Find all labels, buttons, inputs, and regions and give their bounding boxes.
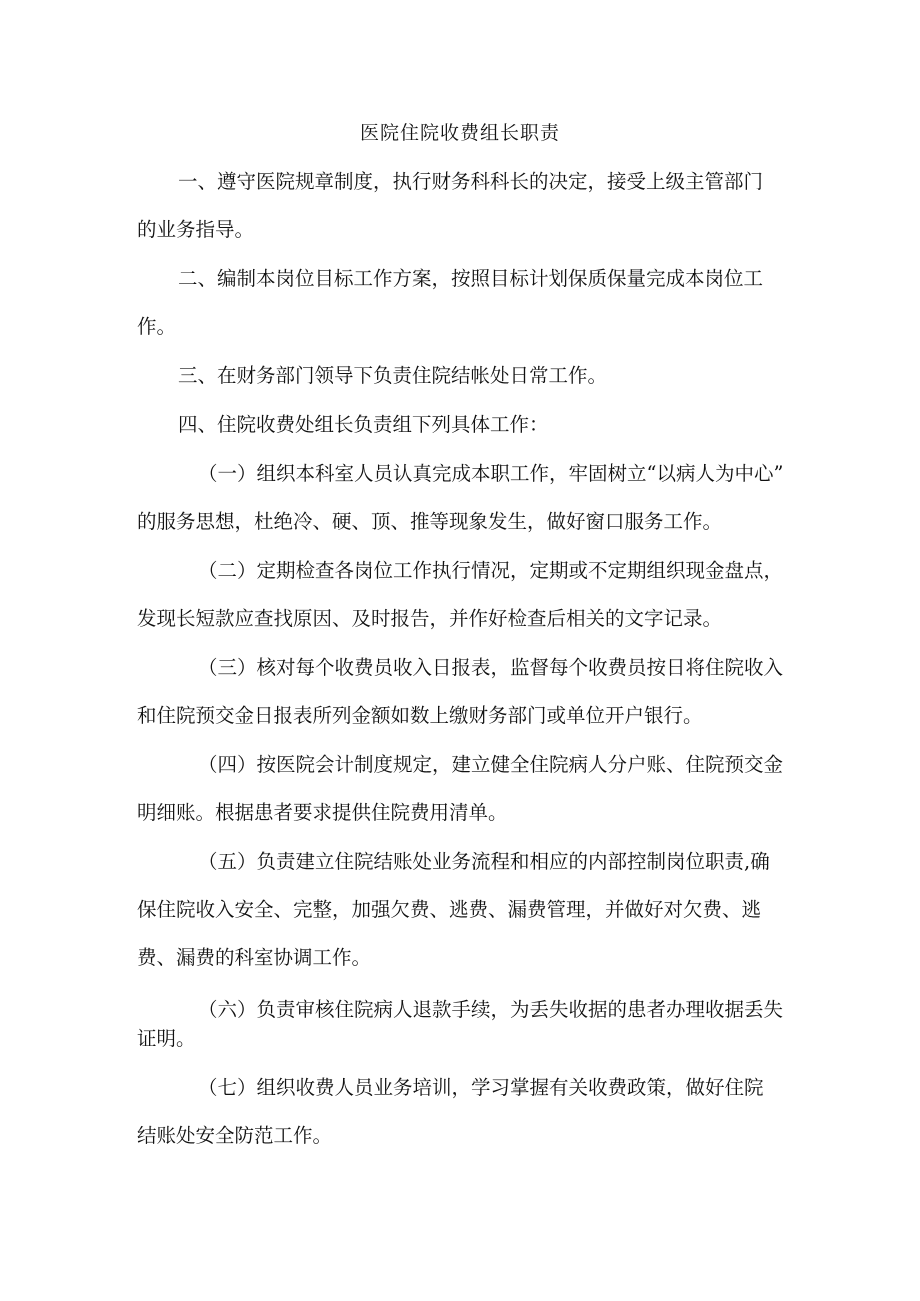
paragraph-line: 结账处安全防范工作。	[137, 1124, 333, 1147]
paragraph-line: （二）定期检查各岗位工作执行情况，定期或不定期组织现金盘点，	[198, 559, 784, 582]
paragraph-line: 的业务指导。	[137, 218, 255, 241]
paragraph-line: 费、漏费的科室协调工作。	[137, 946, 372, 969]
paragraph-line: 四、住院收费处组长负责组下列具体工作：	[178, 413, 549, 436]
paragraph-line: 发现长短款应查找原因、及时报告，并作好检查后相关的文字记录。	[137, 607, 723, 630]
document-title: 医院住院收费组长职责	[359, 122, 560, 144]
paragraph-line: 作。	[137, 315, 177, 338]
paragraph-line: （一）组织本科室人员认真完成本职工作，牢固树立“以病人为中心”	[198, 462, 784, 485]
paragraph-line: （三）核对每个收费员收入日报表，监督每个收费员按日将住院收入	[198, 656, 784, 679]
paragraph-line: 证明。	[137, 1027, 196, 1050]
paragraph-line: （四）按医院会计制度规定，建立健全住院病人分户账、住院预交金	[198, 753, 784, 776]
paragraph-line: （六）负责审核住院病人退款手续，为丢失收据的患者办理收据丢失	[198, 998, 784, 1021]
paragraph-line: （五）负责建立住院结账处业务流程和相应的内部控制岗位职责,确	[198, 850, 770, 873]
paragraph-line: 明细账。根据患者要求提供住院费用清单。	[137, 801, 508, 824]
paragraph-line: 保住院收入安全、完整，加强欠费、逃费、漏费管理，并做好对欠费、逃	[137, 898, 762, 921]
paragraph-line: 三、在财务部门领导下负责住院结帐处日常工作。	[178, 364, 608, 387]
paragraph-line: 和住院预交金日报表所列金额如数上缴财务部门或单位开户银行。	[137, 704, 703, 727]
paragraph-line: （七）组织收费人员业务培训，学习掌握有关收费政策，做好住院	[198, 1076, 764, 1099]
paragraph-line: 的服务思想，杜绝冷、硬、顶、推等现象发生，做好窗口服务工作。	[137, 510, 723, 533]
paragraph-line: 二、编制本岗位目标工作方案，按照目标计划保质保量完成本岗位工	[178, 267, 764, 290]
paragraph-line: 一、遵守医院规章制度，执行财务科科长的决定，接受上级主管部门	[178, 170, 764, 193]
